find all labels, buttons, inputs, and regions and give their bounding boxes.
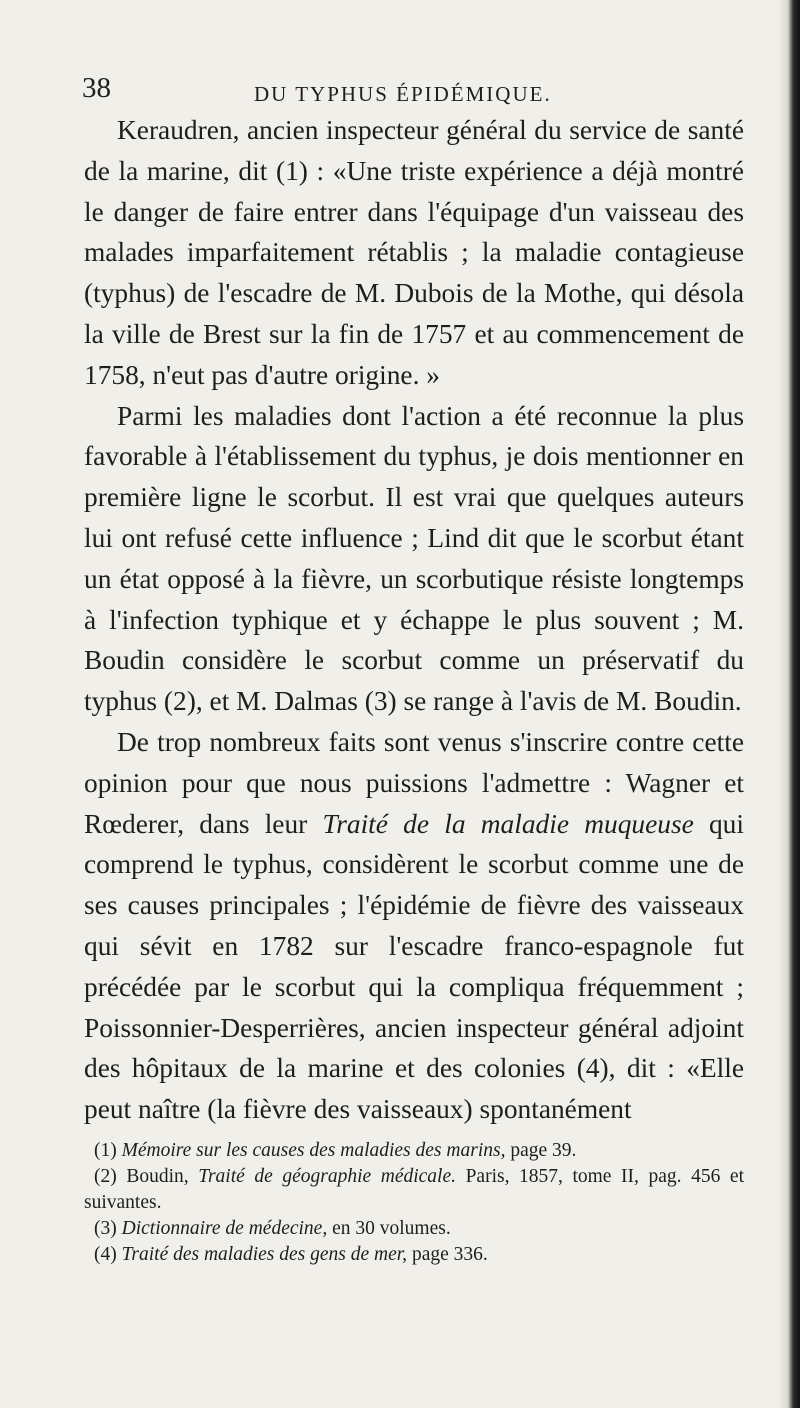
footnote-1-title: Mémoire sur les causes des maladies des marins, [121, 1139, 506, 1161]
book-page [84, 70, 744, 1268]
footnote-4 [84, 1242, 744, 1268]
footnote-3 [84, 1216, 744, 1242]
paragraph-3-after: qui comprend le typhus, considèrent le scorbut comme une de ses causes principales ; l'épidémie de fièvre des vaisseaux qui sévit en 1782 sur l'escadre franco-espagnole fut précédée par le scorbut qui la compliqua fréquemment ; Poissonnier-Desperrières, ancien inspecteur général adjoint des hôpitaux de la marine et des colonies (4), dit : «Elle peut naître (la fièvre des vaisseaux) spontanément [84, 808, 744, 1125]
page-header [84, 70, 744, 106]
footnote-1-rest: page 39. [505, 1139, 577, 1161]
paragraph-3 [84, 722, 744, 1130]
footnote-4-number: (4) [94, 1243, 122, 1265]
paragraph-1: Keraudren, ancien inspecteur général du service de santé de la marine, dit (1) : «Une triste expérience a déjà montré le danger de faire entrer dans l'équipage d'un vaisseau des malades imparfaitement rétablis ; la maladie contagieuse (typhus) de l'escadre de M. Dubois de la Mothe, qui désola la ville de Brest sur la fin de 1757 et au commencement de 1758, n'eut pas d'autre origine. » [84, 115, 744, 390]
footnote-2-title: Traité de géographie médicale. [198, 1165, 456, 1187]
footnote-1 [84, 1138, 744, 1164]
main-text [84, 110, 744, 1130]
book-title-maladie-muqueuse: Traité de la maladie muqueuse [322, 808, 694, 839]
footnote-1-number: (1) [94, 1139, 122, 1161]
page-number: 38 [82, 72, 111, 104]
paragraph-2: Parmi les maladies dont l'action a été reconnue la plus favorable à l'établissement du typhus, je dois mentionner en première ligne le scorbut. Il est vrai que quelques auteurs lui ont refusé cette influence ; Lind dit que le scorbut étant un état opposé à la fièvre, un scorbutique résiste longtemps à l'infection typhique et y échappe le plus souvent ; M. Boudin considère le scorbut comme un préservatif du typhus (2), et M. Dalmas (3) se range à l'avis de M. Boudin. [84, 400, 744, 717]
footnote-4-rest: page 336. [407, 1243, 488, 1265]
page-edge-shadow [778, 0, 800, 1408]
footnotes [84, 1138, 744, 1268]
footnote-3-rest: en 30 volumes. [327, 1217, 451, 1239]
footnote-2 [84, 1164, 744, 1216]
footnote-3-title: Dictionnaire de médecine, [121, 1217, 328, 1239]
footnote-2-rest: Paris, 1857, tome II, pag. 456 et suivantes. [84, 1165, 744, 1213]
footnote-3-number: (3) [94, 1217, 122, 1239]
running-head: DU TYPHUS ÉPIDÉMIQUE. [254, 82, 552, 106]
paragraph-3-before: De trop nombreux faits sont venus s'inscrire contre cette opinion pour que nous puissions l'admettre : Wagner et Rœderer, dans leur [84, 726, 744, 839]
footnote-2-number: (2) Boudin, [94, 1165, 199, 1187]
footnote-4-title: Traité des maladies des gens de mer, [121, 1243, 408, 1265]
